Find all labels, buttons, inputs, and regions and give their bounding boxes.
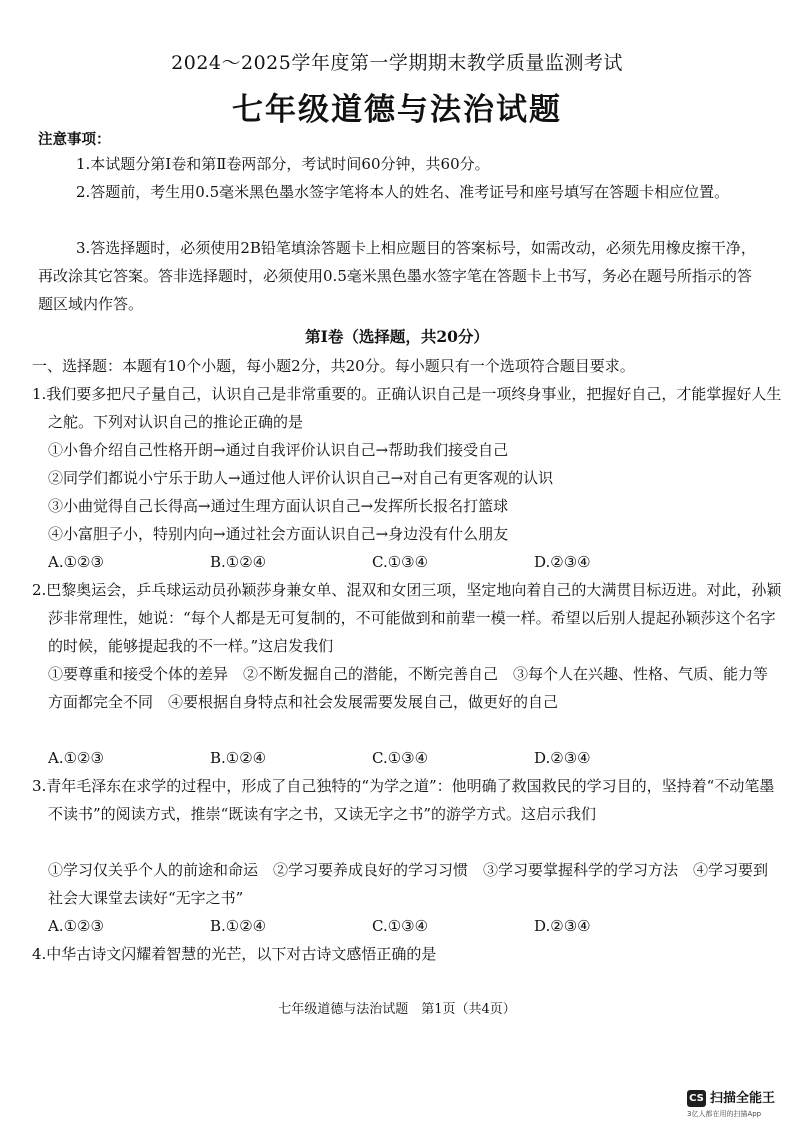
choice-c: C.①③④ <box>372 917 429 935</box>
watermark-app-name: 扫描全能王 <box>710 1091 776 1106</box>
note-item-2: 2.答题前，考生用0.5毫米黑色墨水签字笔将本人的姓名、准考证号和座号填写在答题卡相应位置。 <box>76 183 730 201</box>
question-2-choices <box>48 744 768 772</box>
question-1-stem: 1.我们要多把尺子量自己，认识自己是非常重要的。正确认识自己是一项终身事业，把握好自己，才能掌握好人生之舵。下列对认识自己的推论正确的是 <box>32 385 782 431</box>
choice-b: B.①②④ <box>210 917 267 935</box>
choice-a: A.①②③ <box>48 749 104 767</box>
choice-c: C.①③④ <box>372 553 429 571</box>
page-footer: 七年级道德与法治试题 第1页（共4页） <box>278 1002 516 1017</box>
choice-d: D.②③④ <box>534 917 591 935</box>
question-1-choices <box>48 548 768 576</box>
note-item-3: 3.答选择题时，必须使用2B铅笔填涂答题卡上相应题目的答案标号，如需改动，必须先用橡皮擦干净，再改涂其它答案。答非选择题时，必须使用0.5毫米黑色墨水签字笔在答题卡上书写，务必在题号所指示的答题区域内作答。 <box>38 239 756 313</box>
choice-a: A.①②③ <box>48 917 104 935</box>
choice-d: D.②③④ <box>534 553 591 571</box>
question-3-stem: 3.青年毛泽东在求学的过程中，形成了自己独特的“为学之道”：他明确了救国救民的学习目的，坚持着“不动笔墨不读书”的阅读方式，推崇“既读有字之书，又读无字之书”的游学方式。这启示我们 <box>32 777 775 823</box>
exam-title: 七年级道德与法治试题 <box>232 92 562 128</box>
choice-c: C.①③④ <box>372 749 429 767</box>
exam-name: 2024～2025学年度第一学期期末教学质量监测考试 <box>171 52 623 74</box>
section-instruction: 一、选择题：本题有10个小题，每小题2分，共20分。每小题只有一个选项符合题目要求。 <box>32 357 635 375</box>
question-1-option-3: ③小曲觉得自己长得高→通过生理方面认识自己→发挥所长报名打篮球 <box>48 497 509 515</box>
question-3-options: ①学习仅关乎个人的前途和命运 ②学习要养成良好的学习习惯 ③学习要掌握科学的学习方法 ④学习要到社会大课堂去读好“无字之书” <box>48 861 769 907</box>
question-1-option-2: ②同学们都说小宁乐于助人→通过他人评价认识自己→对自己有更客观的认识 <box>48 469 554 487</box>
choice-a: A.①②③ <box>48 553 104 571</box>
choice-b: B.①②④ <box>210 749 267 767</box>
question-3-choices <box>48 912 768 940</box>
question-2-stem: 2.巴黎奥运会，乒乓球运动员孙颖莎身兼女单、混双和女团三项，坚定地向着自己的大满贯目标迈进。对此，孙颖莎非常理性，她说：“每个人都是无可复制的，不可能做到和前辈一模一样。希望以后别人提起孙颖莎这个名字的时候，能够提起我的不一样。”这启发我们 <box>32 581 782 655</box>
question-1-option-1: ①小鲁介绍自己性格开朗→通过自我评价认识自己→帮助我们接受自己 <box>48 441 509 459</box>
watermark-tagline: 3亿人都在用的扫描App <box>687 1110 762 1118</box>
notes-title: 注意事项： <box>38 131 111 148</box>
choice-b: B.①②④ <box>210 553 267 571</box>
scanner-watermark <box>687 1090 785 1118</box>
note-item-1: 1.本试题分第Ⅰ卷和第Ⅱ卷两部分，考试时间60分钟，共60分。 <box>76 155 490 173</box>
camscanner-logo-icon: CS <box>687 1090 706 1107</box>
choice-d: D.②③④ <box>534 749 591 767</box>
question-4-stem: 4.中华古诗文闪耀着智慧的光芒，以下对古诗文感悟正确的是 <box>32 945 437 963</box>
section-title: 第Ⅰ卷（选择题，共20分） <box>305 327 489 346</box>
question-2-options: ①要尊重和接受个体的差异 ②不断发掘自己的潜能，不断完善自己 ③每个人在兴趣、性格、气质、能力等方面都完全不同 ④要根据自身特点和社会发展需要发展自己，做更好的自己 <box>48 665 769 711</box>
question-1-option-4: ④小富胆子小，特别内向→通过社会方面认识自己→身边没有什么朋友 <box>48 525 509 543</box>
